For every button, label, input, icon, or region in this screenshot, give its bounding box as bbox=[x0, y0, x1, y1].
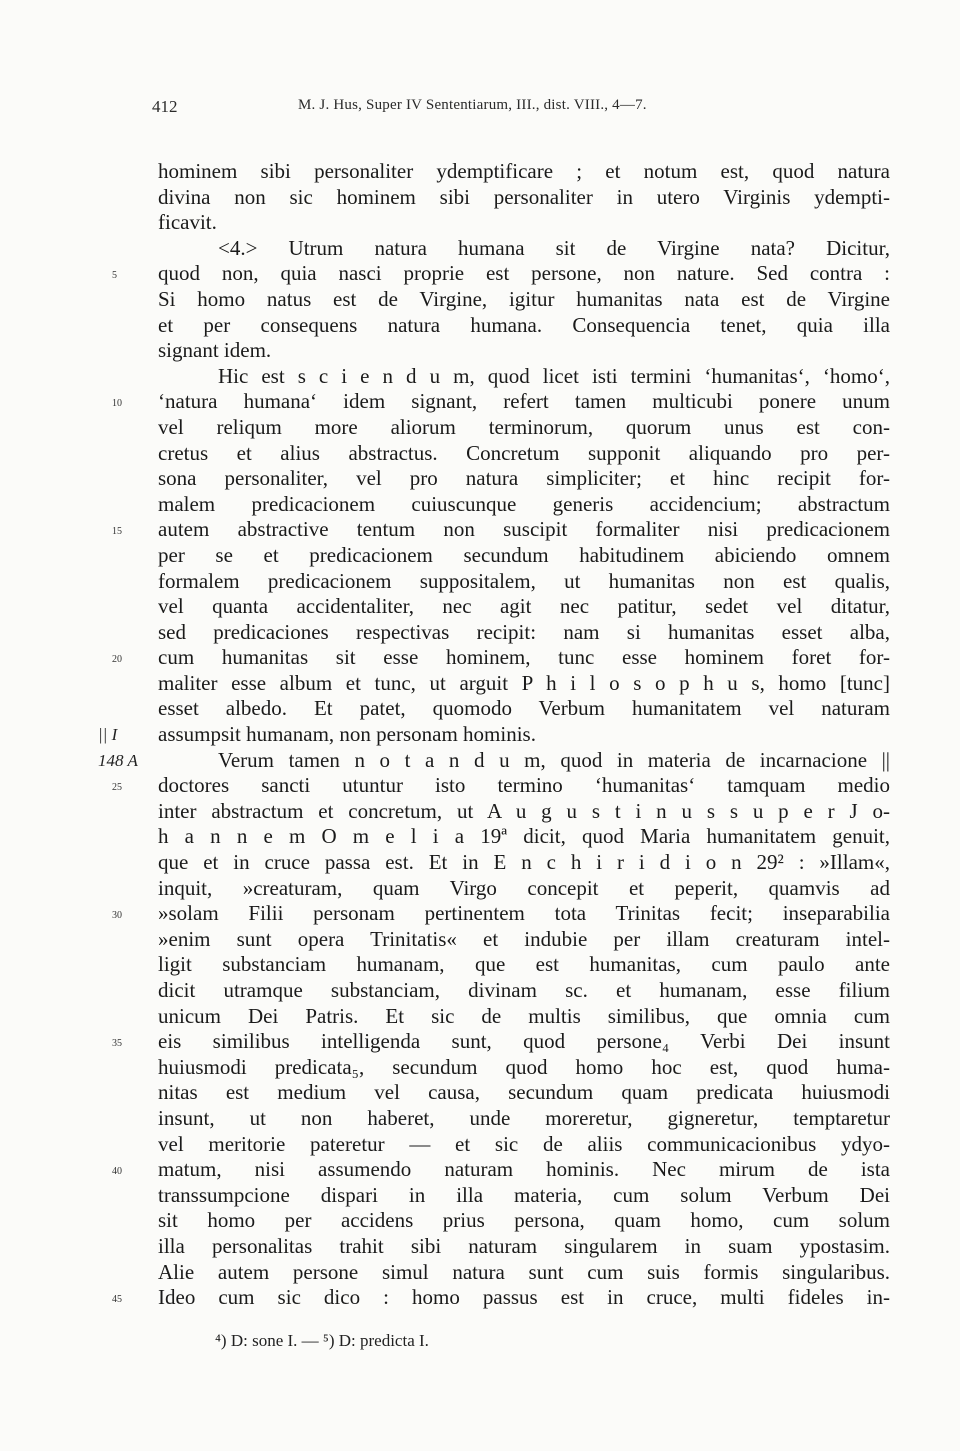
text-line bbox=[158, 236, 890, 262]
footnotes: ⁴) D: sone I. — ⁵) D: predicta I. bbox=[215, 1331, 429, 1350]
text-line bbox=[158, 1183, 890, 1209]
text-line bbox=[158, 876, 890, 902]
text-line bbox=[158, 1106, 890, 1132]
text-line bbox=[158, 569, 890, 595]
line-text: esset albedo. Et patet, quomodo Verbum humanitatem vel naturam bbox=[158, 696, 890, 721]
text-line bbox=[112, 1029, 890, 1055]
line-text: eis similibus intelligenda sunt, quod persone₄ Verbi Dei insunt bbox=[158, 1029, 890, 1054]
line-text: malem predicacionem cuiuscunque generis accidencium; abstractum bbox=[158, 491, 890, 516]
text-line bbox=[158, 952, 890, 978]
line-number: 45 bbox=[112, 1294, 122, 1306]
line-text: ligit substanciam humanam, que est humanitas, cum paulo ante bbox=[158, 952, 890, 977]
line-text: formalem predicacionem suppositalem, ut humanitas non est qualis, bbox=[158, 568, 890, 593]
text-line bbox=[112, 261, 890, 287]
line-text: matum, nisi assumendo naturam hominis. Nec mirum de ista bbox=[158, 1157, 890, 1182]
text-line bbox=[158, 1234, 890, 1260]
line-text: inter abstractum et concretum, ut A u g u s t i n u s s u p e r J o- bbox=[158, 798, 890, 823]
text-line bbox=[158, 1260, 890, 1286]
text-line bbox=[158, 671, 890, 697]
line-text: quod non, quia nasci proprie est persone, non nature. Sed contra : bbox=[158, 261, 890, 286]
line-number: 10 bbox=[112, 398, 122, 410]
line-text: h a n n e m O m e l i a 19ª dicit, quod Maria humanitatem genuit, bbox=[158, 824, 890, 849]
line-text: inquit, »creaturam, quam Virgo concepit et peperit, quamvis ad bbox=[158, 875, 890, 900]
line-text: doctores sancti utuntur isto termino ‘humanitas‘ tamquam medio bbox=[158, 773, 890, 798]
text-line bbox=[158, 1132, 890, 1158]
text-line bbox=[158, 287, 890, 313]
text-line bbox=[112, 645, 890, 671]
text-line bbox=[158, 620, 890, 646]
text-line bbox=[112, 901, 890, 927]
line-text: signant idem. bbox=[158, 338, 272, 363]
line-text: sona personaliter, vel pro natura simpliciter; et hinc recipit for- bbox=[158, 466, 890, 491]
line-text: nitas est medium vel causa, secundum quam predicata huiusmodi bbox=[158, 1080, 890, 1105]
text-line bbox=[158, 338, 890, 364]
text-line bbox=[158, 850, 890, 876]
text-line bbox=[112, 517, 890, 543]
text-line bbox=[158, 1055, 890, 1081]
line-number: 5 bbox=[112, 270, 117, 282]
line-number: 25 bbox=[112, 782, 122, 794]
text-line bbox=[158, 594, 890, 620]
line-text: vel meritorie pateretur — et sic de aliis communicacionibus ydyo- bbox=[158, 1131, 890, 1156]
line-number: 35 bbox=[112, 1038, 122, 1050]
line-text: autem abstractive tentum non suscipit formaliter nisi predicacionem bbox=[158, 517, 890, 542]
text-line bbox=[98, 747, 890, 774]
line-text: vel reliqum more aliorum terminorum, quorum unus est con- bbox=[158, 414, 890, 439]
text-line bbox=[158, 799, 890, 825]
line-text: »enim sunt opera Trinitatis« et indubie per illam creaturam intel- bbox=[158, 926, 890, 951]
text-line bbox=[112, 389, 890, 415]
line-number: 20 bbox=[112, 654, 122, 666]
line-text: »solam Filii personam pertinentem tota Trinitas fecit; inseparabilia bbox=[158, 901, 890, 926]
running-title: M. J. Hus, Super IV Sententiarum, III., dist. VIII., 4—7. bbox=[298, 97, 647, 113]
text-line bbox=[158, 696, 890, 722]
text-line bbox=[112, 773, 890, 799]
text-line bbox=[158, 492, 890, 518]
text-line bbox=[158, 185, 890, 211]
line-text: cretus et alius abstractus. Concretum supponit aliquando pro per- bbox=[158, 440, 890, 465]
line-text: assumpsit humanam, non personam hominis. bbox=[158, 722, 536, 747]
line-text: sit homo per accidens prius persona, quam homo, cum solum bbox=[158, 1208, 890, 1233]
text-line bbox=[112, 1157, 890, 1183]
line-text: ‘natura humana‘ idem signant, refert tamen multicubi ponere unum bbox=[158, 389, 890, 414]
line-number: 15 bbox=[112, 526, 122, 538]
text-line bbox=[158, 543, 890, 569]
line-text: unicum Dei Patris. Et sic de multis similibus, que omnia cum bbox=[158, 1003, 890, 1028]
line-text: que et in cruce passa est. Et in E n c h i r i d i o n 29² : »Illam«, bbox=[158, 850, 890, 875]
line-text: huiusmodi predicata₅, secundum quod homo hoc est, quod huma- bbox=[158, 1054, 890, 1079]
line-text: cum humanitas sit esse hominem, tunc esse hominem foret for- bbox=[158, 645, 890, 670]
margin-note: || I bbox=[98, 725, 118, 745]
line-text: dicit utramque substanciam, divinam sc. et humanam, esse filium bbox=[158, 978, 890, 1002]
margin-note: 148 A bbox=[98, 750, 138, 770]
line-number: 40 bbox=[112, 1166, 122, 1178]
page-header bbox=[150, 97, 870, 121]
text-line bbox=[158, 159, 890, 185]
text-line bbox=[158, 978, 890, 1004]
line-text: transsumpcione dispari in illa materia, cum solum Verbum Dei bbox=[158, 1182, 890, 1207]
line-text: sed predicaciones respectivas recipit: nam si humanitas esset alba, bbox=[158, 619, 890, 644]
text-line bbox=[158, 441, 890, 467]
line-text: insunt, ut non haberet, unde moreretur, gigneretur, temptaretur bbox=[158, 1105, 890, 1130]
body-text bbox=[98, 159, 890, 1311]
page-number: 412 bbox=[152, 97, 178, 116]
line-text: divina non sic hominem sibi personaliter in utero Virginis ydempti- bbox=[158, 184, 890, 209]
text-line bbox=[158, 415, 890, 441]
line-text: illa personalitas trahit sibi naturam singularem in suam ypostasim. bbox=[158, 1233, 890, 1258]
line-text: Alie autem persone simul natura sunt cum suis formis singularibus. bbox=[158, 1259, 890, 1284]
text-line bbox=[158, 927, 890, 953]
text-line bbox=[158, 1208, 890, 1234]
line-text: Si homo natus est de Virgine, igitur humanitas nata est de Virgine bbox=[158, 286, 890, 311]
text-line bbox=[158, 364, 890, 390]
line-number: 30 bbox=[112, 910, 122, 922]
text-line bbox=[158, 466, 890, 492]
line-text: Hic est s c i e n d u m, quod licet isti termini ‘humanitas‘, ‘homo‘, bbox=[218, 363, 890, 388]
line-text: ficavit. bbox=[158, 210, 217, 235]
line-text: <4.> Utrum natura humana sit de Virgine nata? Dicitur, bbox=[218, 235, 890, 260]
text-line bbox=[98, 722, 890, 748]
line-text: Verum tamen n o t a n d u m, quod in materia de incarnacione || bbox=[218, 747, 890, 772]
line-text: et per consequens natura humana. Consequencia tenet, quia illa bbox=[158, 312, 890, 337]
text-line bbox=[158, 210, 890, 236]
text-line bbox=[112, 1285, 890, 1311]
line-text: maliter esse album et tunc, ut arguit P h i l o s o p h u s, homo [tunc] bbox=[158, 670, 890, 695]
text-line bbox=[158, 1080, 890, 1106]
text-line bbox=[158, 313, 890, 339]
text-line bbox=[158, 824, 890, 850]
text-line bbox=[158, 1004, 890, 1030]
line-text: per se et predicacionem secundum habitudinem abiciendo omnem bbox=[158, 542, 890, 567]
line-text: hominem sibi personaliter ydemptificare ; et notum est, quod natura bbox=[158, 159, 890, 183]
line-text: vel quanta accidentaliter, nec agit nec patitur, sedet vel ditatur, bbox=[158, 594, 890, 619]
line-text: Ideo cum sic dico : homo passus est in cruce, multi fideles in- bbox=[158, 1285, 890, 1310]
